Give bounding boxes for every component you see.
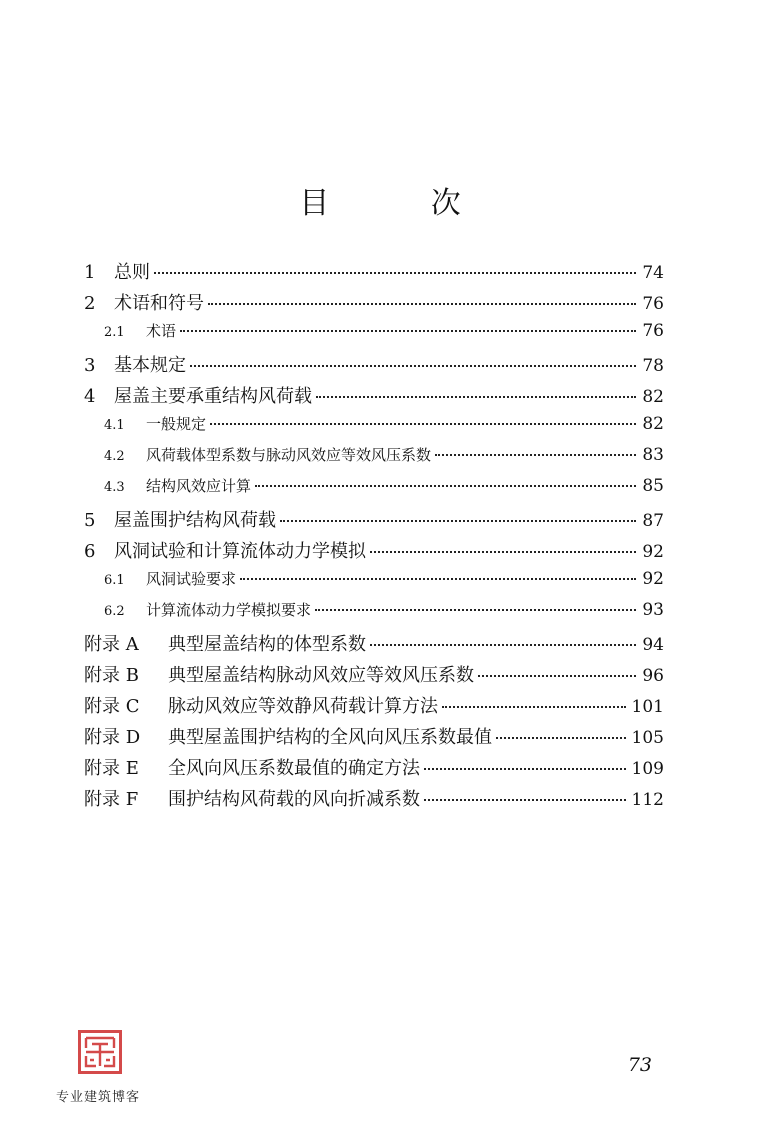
toc-entry (84, 568, 664, 599)
seal-logo-icon (78, 1030, 122, 1074)
toc-entry-number: 3 (84, 355, 96, 376)
toc-entry-page: 105 (631, 728, 664, 748)
toc-entry-number: 附录 E (84, 758, 139, 779)
toc-leader-dots (424, 768, 626, 770)
toc-leader-dots (190, 365, 636, 367)
toc-entry-number: 1 (84, 262, 96, 283)
toc-entry-label: 计算流体动力学模拟要求 (146, 601, 312, 619)
toc-leader-dots (316, 396, 636, 398)
toc-entry-number: 4.2 (104, 449, 125, 464)
toc-entry (84, 413, 664, 444)
toc-entry (84, 630, 664, 661)
toc-entry (84, 599, 664, 630)
toc-entry (84, 661, 664, 692)
toc-entry-number: 4.1 (104, 418, 125, 433)
toc-entry-page: 112 (631, 790, 664, 810)
toc-entry-label: 风荷载体型系数与脉动风效应等效风压系数 (146, 446, 432, 464)
toc-entry (84, 258, 664, 289)
toc-entry-page: 101 (631, 697, 664, 717)
toc-entry (84, 320, 664, 351)
toc-entry-label: 风洞试验和计算流体动力学模拟 (114, 541, 366, 562)
toc-entry-label: 典型屋盖结构的体型系数 (168, 634, 366, 655)
toc-leader-dots (442, 706, 626, 708)
toc-entry-page: 109 (631, 759, 664, 779)
toc-leader-dots (478, 675, 636, 677)
toc-entry (84, 444, 664, 475)
toc-entry-label: 结构风效应计算 (146, 477, 252, 495)
toc-entry-number: 4.3 (104, 480, 125, 495)
toc-leader-dots (154, 272, 636, 274)
toc-leader-dots (496, 737, 626, 739)
toc-entry-number: 6.1 (104, 573, 125, 588)
page-number: 73 (627, 1054, 652, 1076)
toc-entry-page: 96 (642, 666, 664, 686)
toc-entry-page: 85 (642, 476, 664, 496)
toc-entry-number: 附录 D (84, 727, 141, 748)
toc-entry-label: 典型屋盖围护结构的全风向风压系数最值 (168, 727, 492, 748)
toc-entry-label: 术语和符号 (114, 293, 204, 314)
toc-entry (84, 351, 664, 382)
toc-entry-number: 附录 B (84, 665, 139, 686)
toc-leader-dots (210, 423, 636, 425)
toc-leader-dots (208, 303, 636, 305)
toc-leader-dots (370, 551, 636, 553)
toc-entry-page: 94 (642, 635, 664, 655)
toc-entry-page: 76 (642, 294, 664, 314)
toc-leader-dots (370, 644, 636, 646)
toc-entry (84, 537, 664, 568)
toc-entry (84, 382, 664, 413)
toc-entry (84, 475, 664, 506)
toc-entry-number: 6 (84, 541, 96, 562)
table-of-contents (84, 258, 664, 816)
toc-leader-dots (424, 799, 626, 801)
toc-entry-label: 典型屋盖结构脉动风效应等效风压系数 (168, 665, 474, 686)
toc-entry-label: 基本规定 (114, 355, 186, 376)
toc-leader-dots (435, 454, 636, 456)
toc-leader-dots (255, 485, 636, 487)
toc-entry-label: 屋盖主要承重结构风荷载 (114, 386, 312, 407)
toc-entry-page: 92 (642, 569, 664, 589)
toc-entry-label: 全风向风压系数最值的确定方法 (168, 758, 420, 779)
toc-entry-page: 87 (642, 511, 664, 531)
toc-entry-page: 82 (642, 414, 664, 434)
toc-leader-dots (180, 330, 636, 332)
toc-entry-number: 2 (84, 293, 96, 314)
toc-entry-number: 5 (84, 510, 96, 531)
toc-entry-label: 脉动风效应等效静风荷载计算方法 (168, 696, 438, 717)
toc-entry (84, 754, 664, 785)
toc-entry-page: 93 (642, 600, 664, 620)
toc-entry (84, 506, 664, 537)
toc-entry-number: 2.1 (104, 325, 125, 340)
toc-entry-page: 74 (642, 263, 664, 283)
toc-entry-label: 总则 (114, 262, 150, 283)
toc-entry-page: 76 (642, 321, 664, 341)
page-title: 目 次 (299, 186, 507, 221)
toc-entry-label: 屋盖围护结构风荷载 (114, 510, 276, 531)
toc-entry (84, 723, 664, 754)
toc-entry-number: 附录 C (84, 696, 140, 717)
toc-leader-dots (240, 578, 636, 580)
toc-entry-page: 82 (642, 387, 664, 407)
toc-leader-dots (315, 609, 636, 611)
toc-entry-label: 术语 (146, 322, 177, 340)
watermark-text: 专业建筑博客 (56, 1090, 141, 1105)
toc-entry-page: 92 (642, 542, 664, 562)
toc-entry-label: 风洞试验要求 (146, 570, 237, 588)
toc-entry-page: 78 (642, 356, 664, 376)
toc-entry-label: 一般规定 (146, 415, 207, 433)
toc-entry (84, 289, 664, 320)
toc-entry-label: 围护结构风荷载的风向折减系数 (168, 789, 420, 810)
toc-entry-page: 83 (642, 445, 664, 465)
toc-entry (84, 785, 664, 816)
toc-leader-dots (280, 520, 636, 522)
toc-entry-number: 6.2 (104, 604, 125, 619)
toc-entry-number: 附录 A (84, 634, 139, 655)
toc-entry-number: 4 (84, 386, 96, 407)
toc-entry (84, 692, 664, 723)
toc-entry-number: 附录 F (84, 789, 139, 810)
